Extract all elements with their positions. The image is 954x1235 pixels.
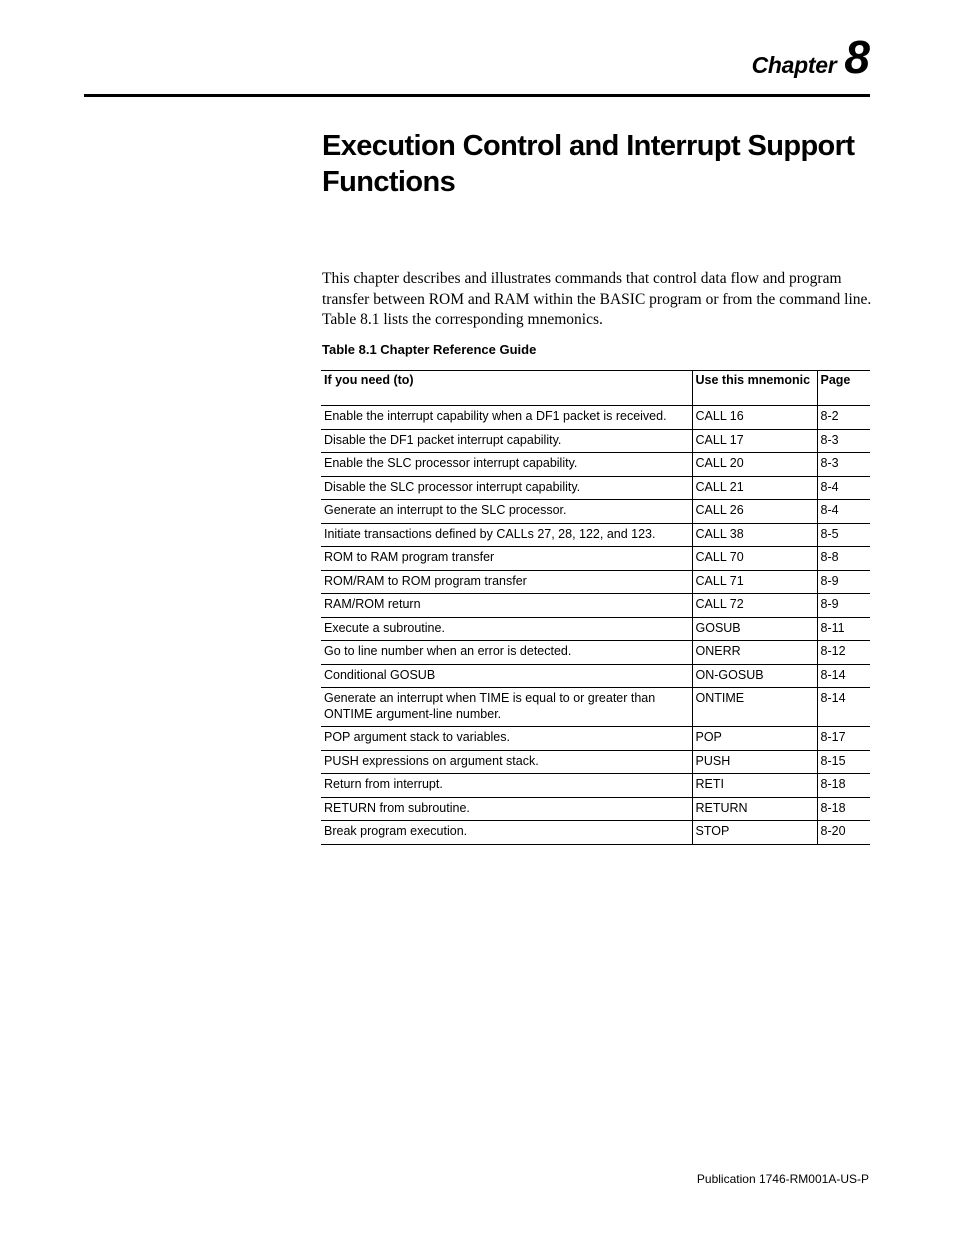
cell-mnemonic: CALL 21 (692, 476, 817, 500)
table-row (321, 570, 870, 594)
table-row (321, 821, 870, 845)
cell-need: ROM to RAM program transfer (321, 547, 692, 571)
cell-mnemonic: GOSUB (692, 617, 817, 641)
cell-page: 8-14 (817, 664, 870, 688)
cell-need: PUSH expressions on argument stack. (321, 750, 692, 774)
cell-mnemonic: STOP (692, 821, 817, 845)
header-need: If you need (to) (321, 371, 692, 406)
cell-mnemonic: ONERR (692, 641, 817, 665)
cell-page: 8-5 (817, 523, 870, 547)
cell-page: 8-15 (817, 750, 870, 774)
table-row (321, 664, 870, 688)
cell-need: Generate an interrupt when TIME is equal to or greater than ONTIME argument-line number. (321, 688, 692, 727)
cell-page: 8-3 (817, 429, 870, 453)
intro-paragraph: This chapter describes and illustrates commands that control data flow and program transfer between ROM and RAM within the BASIC program or from the command line. Table 8.1 lists the corresponding mnemonics. (322, 270, 872, 328)
cell-mnemonic: RETI (692, 774, 817, 798)
cell-mnemonic: RETURN (692, 797, 817, 821)
table-row (321, 727, 870, 751)
header-page: Page (817, 371, 870, 406)
cell-need: ROM/RAM to ROM program transfer (321, 570, 692, 594)
table-row (321, 594, 870, 618)
cell-need: POP argument stack to variables. (321, 727, 692, 751)
cell-page: 8-9 (817, 594, 870, 618)
cell-page: 8-17 (817, 727, 870, 751)
chapter-label: Chapter (751, 52, 837, 78)
publication-footer: Publication 1746-RM001A-US-P (696, 1172, 869, 1186)
table-row (321, 774, 870, 798)
cell-mnemonic: CALL 72 (692, 594, 817, 618)
table-caption: Table 8.1 Chapter Reference Guide (322, 342, 537, 357)
table-row (321, 797, 870, 821)
cell-need: Execute a subroutine. (321, 617, 692, 641)
table-row (321, 406, 870, 430)
cell-page: 8-9 (817, 570, 870, 594)
table-row (321, 523, 870, 547)
table-row (321, 547, 870, 571)
cell-page: 8-3 (817, 453, 870, 477)
table-row (321, 500, 870, 524)
cell-mnemonic: CALL 70 (692, 547, 817, 571)
cell-page: 8-4 (817, 500, 870, 524)
cell-mnemonic: CALL 16 (692, 406, 817, 430)
table-row (321, 750, 870, 774)
cell-need: Go to line number when an error is detected. (321, 641, 692, 665)
cell-mnemonic: POP (692, 727, 817, 751)
cell-need: RETURN from subroutine. (321, 797, 692, 821)
table-header-row (321, 371, 870, 406)
cell-page: 8-2 (817, 406, 870, 430)
table-row (321, 476, 870, 500)
cell-page: 8-14 (817, 688, 870, 727)
table-row (321, 641, 870, 665)
chapter-heading (751, 31, 870, 83)
cell-need: Return from interrupt. (321, 774, 692, 798)
cell-page: 8-18 (817, 797, 870, 821)
cell-page: 8-11 (817, 617, 870, 641)
cell-page: 8-18 (817, 774, 870, 798)
cell-mnemonic: ONTIME (692, 688, 817, 727)
cell-need: Disable the DF1 packet interrupt capability. (321, 429, 692, 453)
chapter-reference-table (321, 370, 870, 845)
cell-mnemonic: CALL 71 (692, 570, 817, 594)
cell-mnemonic: CALL 38 (692, 523, 817, 547)
cell-need: Break program execution. (321, 821, 692, 845)
table-row (321, 429, 870, 453)
table-row (321, 617, 870, 641)
header-rule (84, 94, 870, 97)
cell-need: Generate an interrupt to the SLC processor. (321, 500, 692, 524)
cell-page: 8-12 (817, 641, 870, 665)
table-row (321, 453, 870, 477)
page-title: Execution Control and Interrupt Support Functions (322, 130, 855, 198)
cell-page: 8-20 (817, 821, 870, 845)
cell-page: 8-8 (817, 547, 870, 571)
cell-need: Disable the SLC processor interrupt capability. (321, 476, 692, 500)
cell-mnemonic: PUSH (692, 750, 817, 774)
chapter-number: 8 (844, 31, 870, 83)
header-mnemonic: Use this mnemonic (692, 371, 817, 406)
cell-need: Enable the interrupt capability when a DF1 packet is received. (321, 406, 692, 430)
cell-need: Conditional GOSUB (321, 664, 692, 688)
cell-page: 8-4 (817, 476, 870, 500)
cell-mnemonic: CALL 17 (692, 429, 817, 453)
cell-mnemonic: CALL 20 (692, 453, 817, 477)
cell-need: Initiate transactions defined by CALLs 27, 28, 122, and 123. (321, 523, 692, 547)
cell-mnemonic: CALL 26 (692, 500, 817, 524)
table-row (321, 688, 870, 727)
cell-need: RAM/ROM return (321, 594, 692, 618)
cell-mnemonic: ON-GOSUB (692, 664, 817, 688)
table-body (321, 406, 870, 845)
cell-need: Enable the SLC processor interrupt capability. (321, 453, 692, 477)
